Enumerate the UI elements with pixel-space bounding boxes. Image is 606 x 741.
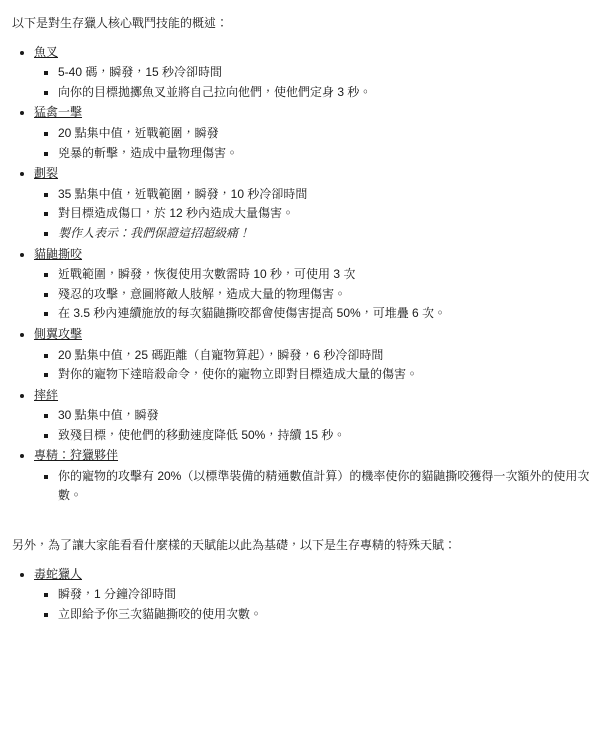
talent-detail-list — [34, 585, 594, 623]
intro-paragraph: 以下是對生存獵人核心戰鬥技能的概述： — [12, 16, 229, 30]
talent-detail: ▪ 瞬發，1 分鐘冷卻時間 — [58, 585, 594, 604]
skill-item — [34, 103, 594, 162]
skill-detail: ▪ 20 點集中值，近戰範圍，瞬發 — [58, 124, 594, 143]
talent-name: 毒蛇獵人 — [34, 566, 83, 581]
skill-name: 貓鼬撕咬 — [34, 246, 83, 261]
skill-detail-list — [34, 185, 594, 243]
skill-item — [34, 325, 594, 384]
talent-detail: ▪ 立即給予你三次貓鼬撕咬的使用次數。 — [58, 605, 594, 624]
skill-name: 劃裂 — [34, 166, 59, 181]
second-intro-paragraph: 另外，為了讓大家能看看什麼樣的天賦能以此為基礎，以下是生存專精的特殊天賦： — [12, 538, 457, 553]
skill-detail: ▪ 近戰範圍，瞬發，恢復使用次數需時 10 秒，可使用 3 次 — [58, 265, 594, 284]
skill-detail: ▪ 製作人表示：我們保證這招超級痛！ — [58, 224, 594, 243]
skill-detail: ▪ 30 點集中值，瞬發 — [58, 406, 594, 425]
skill-detail: ▪ 向你的目標拋擲魚叉並將自己拉向他們，使他們定身 3 秒。 — [58, 83, 594, 102]
skill-detail: ▪ 5-40 碼，瞬發，15 秒冷卻時間 — [58, 63, 594, 82]
skill-name: 摔絆 — [34, 387, 59, 402]
skill-item — [34, 245, 594, 323]
skill-detail: ▪ 你的寵物的攻擊有 20%（以標準裝備的精通數值計算）的機率使你的貓鼬撕咬獲得一次額外的使用次數。 — [58, 467, 594, 504]
talent-item — [34, 565, 594, 624]
skill-list — [12, 43, 594, 505]
skill-detail-list — [34, 124, 594, 162]
skill-detail: ▪ 殘忍的攻擊，意圖將敵人肢解，造成大量的物理傷害。 — [58, 285, 594, 304]
skill-detail-list — [34, 467, 594, 504]
skill-item — [34, 446, 594, 504]
skill-detail: ▪ 致殘目標，使他們的移動速度降低 50%，持續 15 秒。 — [58, 426, 594, 445]
skill-detail: ▪ 對你的寵物下達暗殺命令，使你的寵物立即對目標造成大量的傷害。 — [58, 365, 594, 384]
skill-name: 魚叉 — [34, 44, 59, 59]
skill-detail-list — [34, 63, 594, 101]
skill-detail-list — [34, 265, 594, 323]
skill-detail-list — [34, 346, 594, 384]
skill-name: 猛禽一擊 — [34, 105, 83, 120]
skill-detail: ▪ 在 3.5 秒內連續施放的每次貓鼬撕咬都會使傷害提高 50%，可堆疊 6 次。 — [58, 304, 594, 323]
skill-detail: ▪ 兇暴的斬擊，造成中量物理傷害。 — [58, 144, 594, 163]
skill-detail: ▪ 20 點集中值，25 碼距離（自寵物算起），瞬發，6 秒冷卻時間 — [58, 346, 594, 365]
section-spacer — [12, 506, 594, 532]
talent-list — [12, 565, 594, 624]
skill-name: 專精：狩獵夥伴 — [34, 448, 119, 463]
skill-detail: ▪ 對目標造成傷口，於 12 秒內造成大量傷害。 — [58, 204, 594, 223]
skill-name: 側翼攻擊 — [34, 326, 83, 341]
skill-detail-list — [34, 406, 594, 444]
skill-item — [34, 43, 594, 102]
skill-item — [34, 386, 594, 445]
skill-item — [34, 164, 594, 242]
skill-detail: ▪ 35 點集中值，近戰範圍，瞬發，10 秒冷卻時間 — [58, 185, 594, 204]
